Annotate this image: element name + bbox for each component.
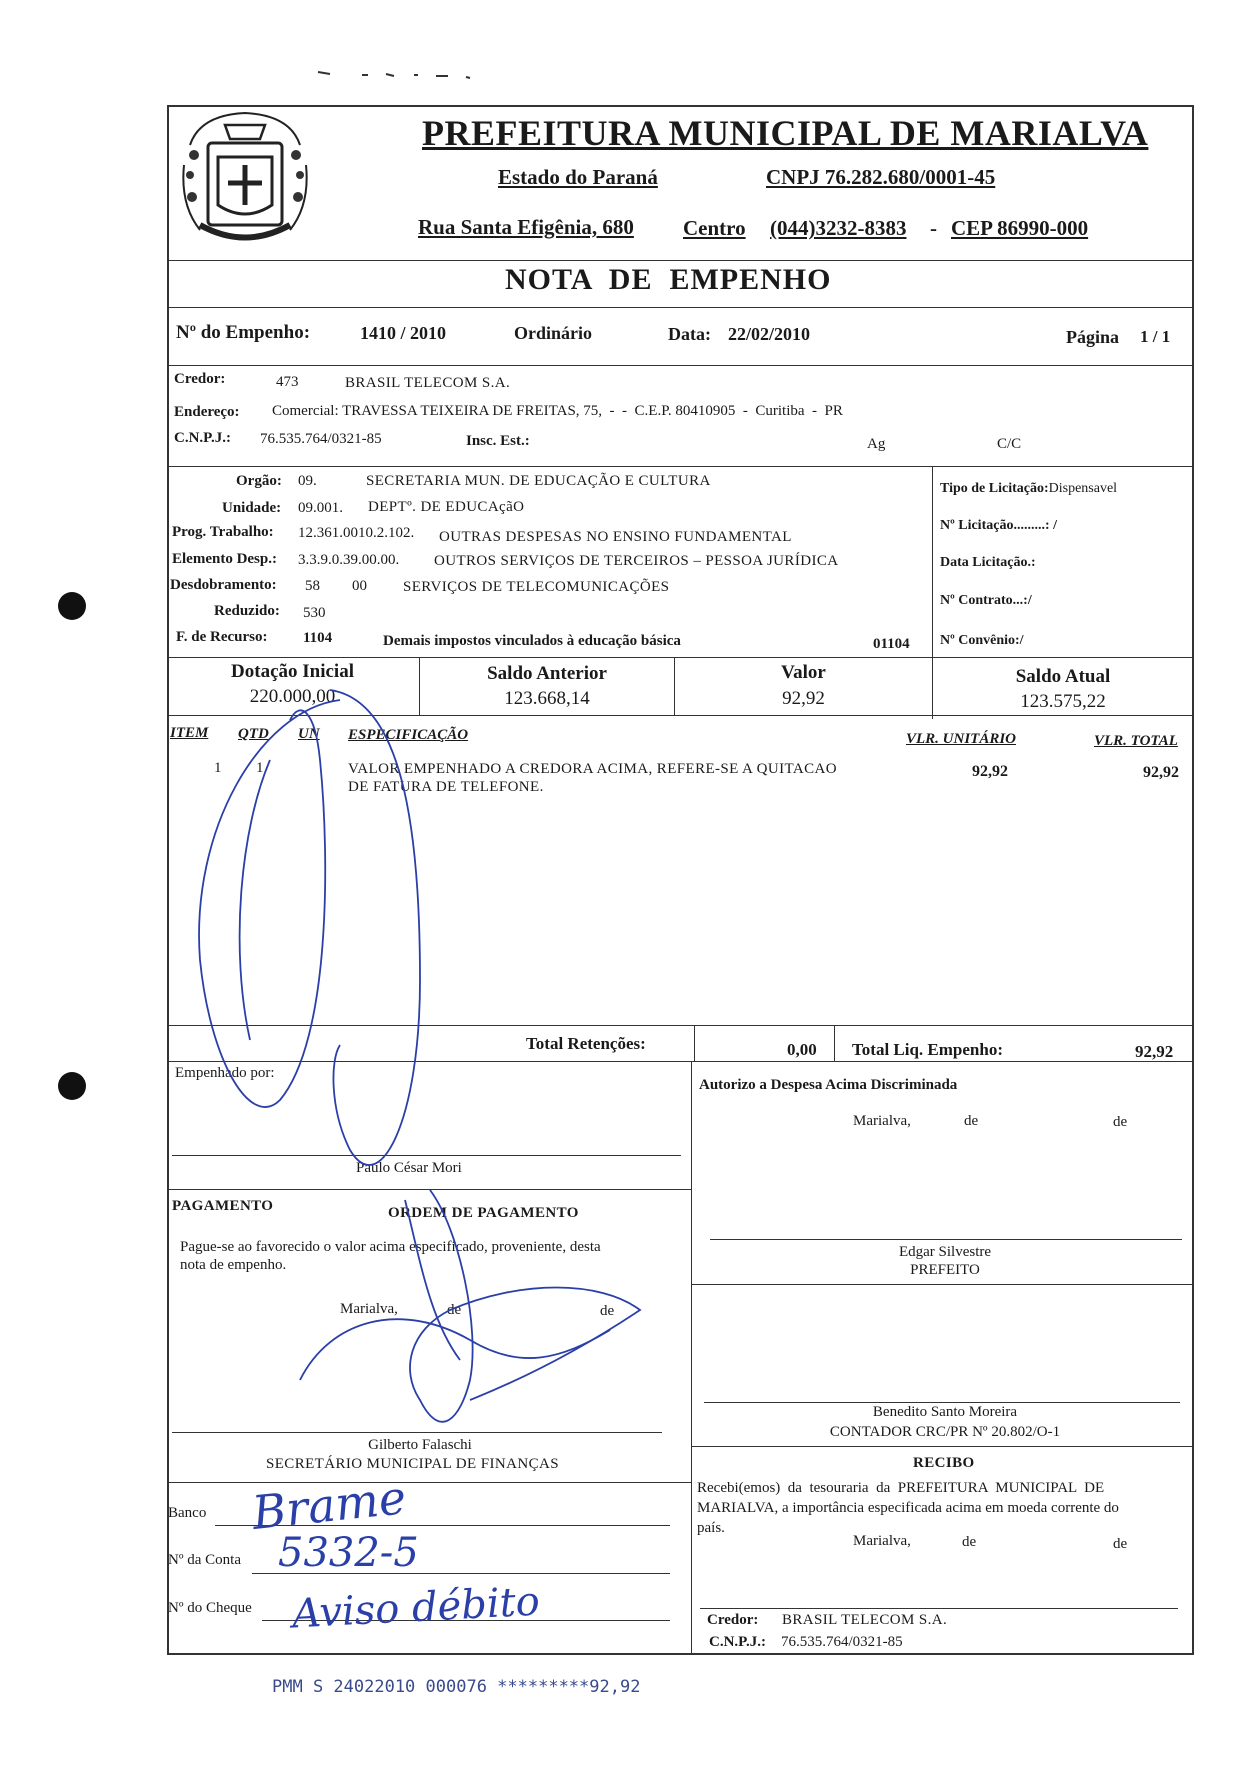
recibo-city: Marialva, xyxy=(853,1533,911,1549)
col-un: UN xyxy=(298,726,320,742)
conta-handwritten: 5332-5 xyxy=(278,1530,419,1576)
unidade-code: 09.001. xyxy=(298,500,343,516)
pagamento-de2: de xyxy=(600,1303,615,1319)
fonte-name: Demais impostos vinculados à educação básica xyxy=(383,633,681,649)
saldo-atual-value: 123.575,22 xyxy=(1020,691,1106,712)
empenhado-signer: Paulo César Mori xyxy=(356,1160,462,1176)
page-label: Página xyxy=(1066,327,1120,347)
empenhado-label: Empenhado por: xyxy=(175,1065,275,1081)
elem-label: Elemento Desp.: xyxy=(172,551,277,567)
prog-name: OUTRAS DESPESAS NO ENSINO FUNDAMENTAL xyxy=(439,529,792,545)
saldo-anterior-value: 123.668,14 xyxy=(504,688,590,709)
cheque-handwritten: Aviso débito xyxy=(290,1578,541,1638)
contador-role: CONTADOR CRC/PR Nº 20.802/O-1 xyxy=(829,1424,1061,1440)
autorizo-city: Marialva, xyxy=(853,1113,911,1129)
insc-est-label: Insc. Est.: xyxy=(466,433,530,449)
unidade-name: DEPTº. DE EDUCAçãO xyxy=(368,499,525,515)
orgao-code: 09. xyxy=(298,473,317,489)
fonte-label: F. de Recurso: xyxy=(176,629,268,645)
col-especificacao: ESPECIFICAÇÃO xyxy=(348,727,469,743)
col-vlr-unitario: VLR. UNITÁRIO xyxy=(906,731,1017,747)
elem-code: 3.3.9.0.39.00.00. xyxy=(298,552,400,568)
pagamento-label: PAGAMENTO xyxy=(172,1198,274,1214)
recibo-credor-name: BRASIL TELECOM S.A. xyxy=(782,1612,948,1628)
valor-label: Valor xyxy=(781,662,826,683)
recibo-text-line2: MARIALVA, a importância especificada acima em moeda corrente do xyxy=(697,1500,1119,1516)
recibo-label: RECIBO xyxy=(913,1455,975,1471)
header-cnpj: CNPJ 76.282.680/0001-45 xyxy=(766,165,996,189)
licitacao-date: Data Licitação.: xyxy=(940,555,1036,570)
header-state: Estado do Paraná xyxy=(498,165,658,189)
retencoes-value: 0,00 xyxy=(787,1040,817,1059)
autorizo-label: Autorizo a Despesa Acima Discriminada xyxy=(699,1077,958,1093)
prefeito-name: Edgar Silvestre xyxy=(898,1244,992,1260)
credor-name: BRASIL TELECOM S.A. xyxy=(345,375,511,391)
reduzido-code: 530 xyxy=(303,605,326,621)
recibo-de2: de xyxy=(1113,1536,1128,1552)
item-desc-line2: DE FATURA DE TELEFONE. xyxy=(348,779,544,795)
recibo-text-line1: Recebi(emos) da tesouraria da PREFEITURA MUNICIPAL DE xyxy=(697,1480,1105,1496)
header-cep: CEP 86990-000 xyxy=(951,216,1089,240)
licitacao-number: Nº Licitação.........: / xyxy=(940,518,1057,533)
contador-name: Benedito Santo Moreira xyxy=(872,1404,1018,1420)
autorizo-de1: de xyxy=(964,1113,979,1129)
desd-code: 58 xyxy=(305,578,320,594)
pagamento-text-line2: nota de empenho. xyxy=(180,1257,287,1273)
recibo-text-line3: país. xyxy=(697,1520,725,1536)
recibo-cnpj-label: C.N.P.J.: xyxy=(709,1634,766,1650)
col-qtd: QTD xyxy=(238,726,269,742)
saldo-atual-label: Saldo Atual xyxy=(1015,666,1111,687)
pagamento-de1: de xyxy=(447,1302,462,1318)
liq-empenho-label: Total Liq. Empenho: xyxy=(852,1040,1003,1059)
item-unit-value: 92,92 xyxy=(972,763,1008,780)
credor-label: Credor: xyxy=(174,371,226,387)
item-total-value: 92,92 xyxy=(1143,764,1179,781)
doc-title: NOTA DE EMPENHO xyxy=(505,263,832,296)
header-dash: - xyxy=(930,216,937,240)
credor-cnpj: 76.535.764/0321-85 xyxy=(260,431,382,447)
header-phone: (044)3232-8383 xyxy=(770,216,907,240)
col-vlr-total: VLR. TOTAL xyxy=(1094,733,1178,749)
dotacao-value: 220.000,00 xyxy=(249,686,336,707)
header-street: Rua Santa Efigênia, 680 xyxy=(418,215,634,239)
pagamento-signer: Gilberto Falaschi xyxy=(368,1437,472,1453)
contrato-number: Nº Contrato...:/ xyxy=(940,593,1032,608)
credor-code: 473 xyxy=(276,374,299,390)
col-item: ITEM xyxy=(170,725,209,741)
reduzido-label: Reduzido: xyxy=(214,603,280,619)
header-district: Centro xyxy=(683,216,746,240)
ag-label: Ag xyxy=(867,436,886,452)
recibo-credor-label: Credor: xyxy=(707,1612,759,1628)
item-number: 1 xyxy=(214,760,222,776)
item-qtd: 1 xyxy=(256,760,264,776)
recibo-cnpj: 76.535.764/0321-85 xyxy=(781,1634,903,1650)
banco-handwritten: Brame xyxy=(249,1470,409,1540)
desd-sub: 00 xyxy=(352,578,367,594)
pagamento-text-line1: Pague-se ao favorecido o valor acima especificado, proveniente, desta xyxy=(180,1239,601,1255)
convenio-number: Nº Convênio:/ xyxy=(940,633,1024,648)
licitacao-type-label: Tipo de Licitação:Dispensavel xyxy=(940,481,1118,496)
empenho-number: 1410 / 2010 xyxy=(360,323,447,343)
prefeito-role: PREFEITO xyxy=(910,1262,980,1278)
valor-value: 92,92 xyxy=(782,688,825,709)
autorizo-de2: de xyxy=(1113,1114,1128,1130)
fonte-code: 1104 xyxy=(303,630,333,646)
saldo-anterior-label: Saldo Anterior xyxy=(487,663,607,684)
conta-label: Nº da Conta xyxy=(168,1552,241,1568)
page-number: 1 / 1 xyxy=(1140,327,1171,346)
prog-code: 12.361.0010.2.102. xyxy=(298,525,415,541)
desd-name: SERVIÇOS DE TELECOMUNICAÇÕES xyxy=(403,579,670,595)
recibo-de1: de xyxy=(962,1534,977,1550)
address-label: Endereço: xyxy=(174,404,240,420)
desd-label: Desdobramento: xyxy=(170,577,277,593)
banco-label: Banco xyxy=(168,1505,207,1521)
empenho-number-label: Nº do Empenho: xyxy=(176,322,311,343)
licitacao-type: Dispensavel xyxy=(1048,481,1118,496)
unidade-label: Unidade: xyxy=(222,500,282,516)
pagamento-role: SECRETÁRIO MUNICIPAL DE FINANÇAS xyxy=(266,1456,559,1472)
cc-label: C/C xyxy=(997,436,1022,452)
ordem-pagamento-label: ORDEM DE PAGAMENTO xyxy=(388,1205,579,1221)
empenho-type: Ordinário xyxy=(514,323,593,343)
orgao-name: SECRETARIA MUN. DE EDUCAÇÃO E CULTURA xyxy=(366,473,711,489)
elem-name: OUTROS SERVIÇOS DE TERCEIROS – PESSOA JURÍDICA xyxy=(434,553,839,569)
liq-empenho-value: 92,92 xyxy=(1135,1042,1174,1061)
pagamento-city: Marialva, xyxy=(340,1301,398,1317)
empenho-date-label: Data: xyxy=(668,324,711,344)
fonte-ref: 01104 xyxy=(873,636,910,652)
retencoes-label: Total Retenções: xyxy=(526,1034,646,1053)
item-desc-line1: VALOR EMPENHADO A CREDORA ACIMA, REFERE-SE A QUITACAO xyxy=(348,761,837,777)
prog-label: Prog. Trabalho: xyxy=(172,524,274,540)
header-title: PREFEITURA MUNICIPAL DE MARIALVA xyxy=(422,113,1149,153)
dotacao-label: Dotação Inicial xyxy=(231,661,354,682)
empenho-date: 22/02/2010 xyxy=(728,324,811,344)
payment-stamp: PMM S 24022010 000076 *********92,92 xyxy=(272,1677,641,1697)
credor-cnpj-label: C.N.P.J.: xyxy=(174,430,231,446)
credor-address: Comercial: TRAVESSA TEIXEIRA DE FREITAS, 75, - - C.E.P. 80410905 - Curitiba - PR xyxy=(272,403,843,419)
orgao-label: Orgão: xyxy=(236,473,282,489)
cheque-label: Nº do Cheque xyxy=(168,1600,252,1616)
